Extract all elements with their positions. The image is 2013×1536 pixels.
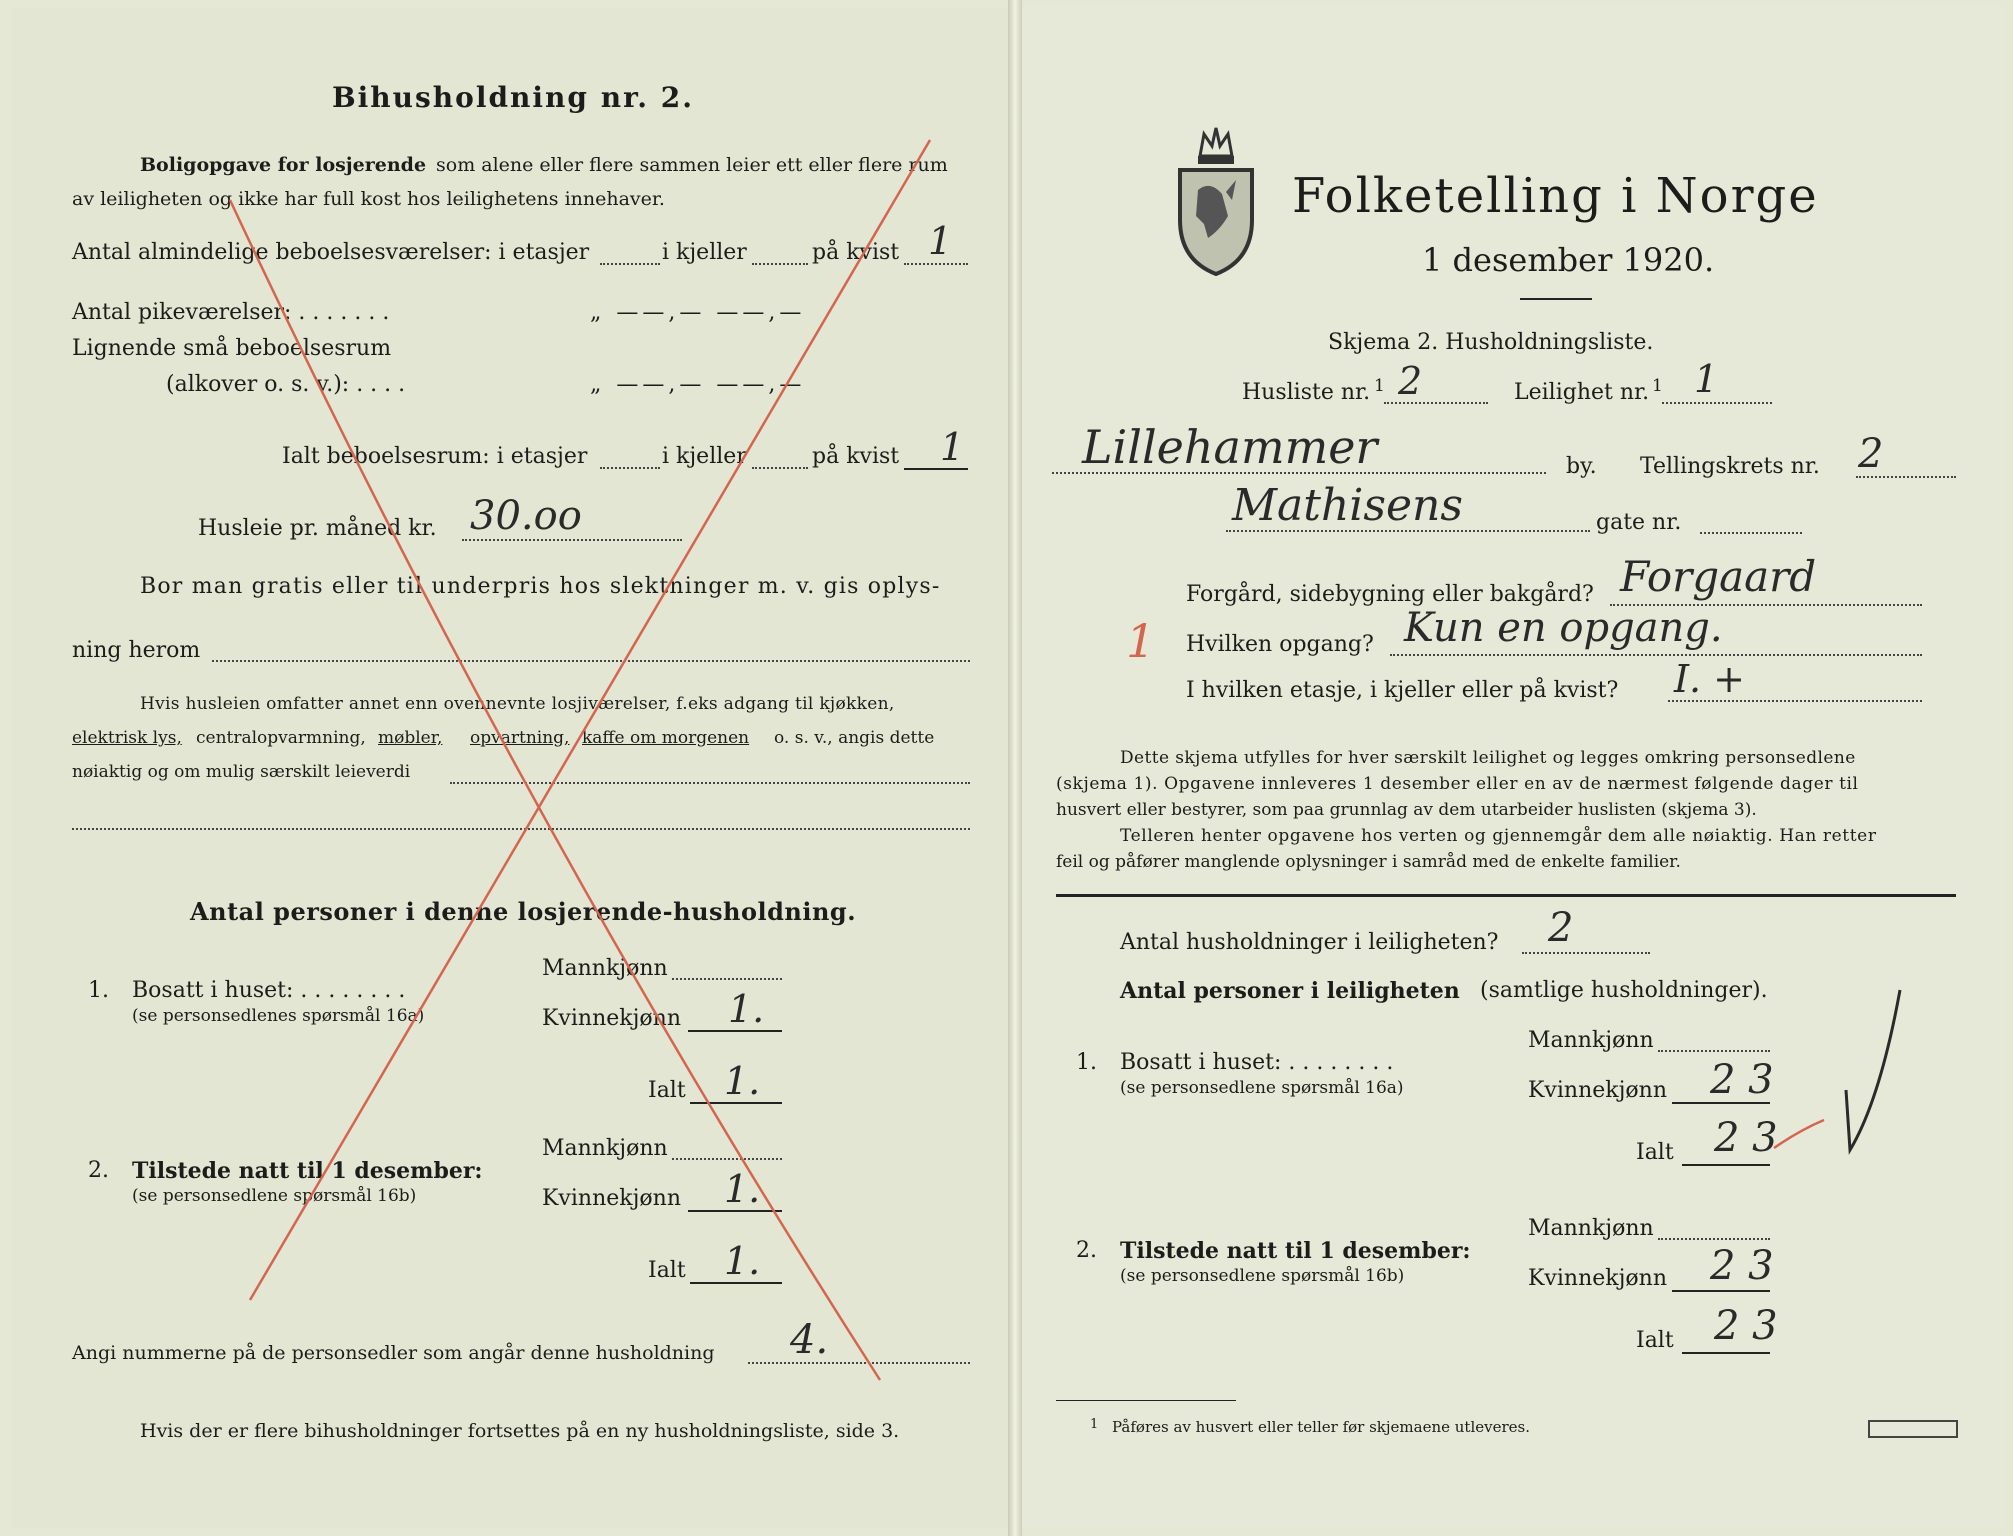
footnote-rule [1056, 1400, 1236, 1401]
husleie-value: 30.oo [470, 493, 582, 539]
etasje-label: I hvilken etasje, i kjeller eller på kvist? [1186, 678, 1619, 703]
right-bosatt-ialt-line [1682, 1164, 1770, 1166]
krets-value: 2 [1858, 431, 1884, 477]
right-tilstede-kvinne-value: 2 3 [1710, 1243, 1774, 1289]
krets-label: Tellingskrets nr. [1640, 454, 1820, 479]
opgang-value: Kun en opgang. [1404, 605, 1723, 651]
ialt-kvist-value: 1 [940, 425, 965, 469]
right-bosatt-kvinne-value: 2 3 [1710, 1057, 1774, 1103]
intro-line2: av leiligheten og ikke har full kost hos leilighetens innehaver. [72, 188, 665, 210]
pike-marks: „ ——,— ——,— [590, 300, 806, 325]
left-tilstede-ialt-value: 1. [724, 1239, 761, 1283]
right-tilstede-label: Tilstede natt til 1 desember: [1120, 1238, 1471, 1264]
right-tilstede-ialt-value: 2 3 [1714, 1303, 1778, 1349]
hvis-kaffe: kaffe om morgenen [582, 728, 750, 748]
ialt-etasjer-line [600, 467, 660, 469]
etasje-value: I. + [1674, 657, 1746, 701]
norwegian-coat-of-arms-icon [1170, 120, 1262, 276]
right-tilstede-ialt-line [1682, 1352, 1770, 1354]
leilighet-sup: 1 [1652, 376, 1663, 396]
bor-line2: ning herom [72, 638, 201, 663]
left-bosatt-num: 1. [88, 978, 109, 1003]
husliste-value: 2 [1398, 359, 1423, 403]
leilighet-label: Leilighet nr. [1514, 380, 1650, 405]
rooms-kvist-line [904, 263, 968, 265]
info-5: feil og påfører manglende oplysninger i samråd med de enkelte familier. [1056, 852, 1681, 872]
angi-line [748, 1362, 970, 1364]
info-divider [1056, 894, 1956, 897]
by-label: by. [1566, 454, 1597, 479]
right-bosatt-mann-line [1658, 1050, 1770, 1052]
ialt-rooms-label: Ialt beboelsesrum: i etasjer [282, 444, 588, 469]
hvis-osv: o. s. v., angis dette [774, 728, 935, 748]
hvis-line3: nøiaktig og om mulig særskilt leieverdi [72, 762, 411, 782]
left-bosatt-kvinne: Kvinnekjønn [542, 1006, 681, 1031]
intro-rest: som alene eller flere sammen leier ett eller flere rum [436, 154, 948, 176]
right-tilstede-kvinne: Kvinnekjønn [1528, 1266, 1667, 1291]
rooms-kvist: på kvist [812, 240, 900, 265]
husleie-label: Husleie pr. måned kr. [198, 516, 437, 541]
hvis-line1: Hvis husleien omfatter annet enn ovennevnte losjiværelser, f.eks adgang til kjøkken, [140, 694, 895, 714]
left-footer: Hvis der er flere bihusholdninger fortsettes på en ny husholdningsliste, side 3. [140, 1420, 900, 1442]
left-persons-heading: Antal personer i denne losjerende-husholdning. [190, 897, 857, 926]
hvis-line-2 [72, 828, 970, 830]
printer-stamp [1868, 1420, 1958, 1438]
leilighet-value: 1 [1694, 357, 1719, 401]
hvis-central: centralopvarmning, [196, 728, 366, 748]
left-tilstede-label: Tilstede natt til 1 desember: [132, 1158, 483, 1184]
street-value: Mathisens [1232, 480, 1463, 531]
angi-value: 4. [790, 1317, 829, 1363]
right-tilstede-num: 2. [1076, 1238, 1097, 1263]
city-value: Lillehammer [1082, 420, 1378, 474]
left-tilstede-mann-line [672, 1158, 782, 1160]
left-title: Bihusholdning nr. 2. [332, 81, 694, 114]
gate-line [1700, 532, 1802, 534]
forgard-value: Forgaard [1620, 552, 1817, 601]
hush-line [1522, 952, 1650, 954]
gate-label: gate nr. [1596, 510, 1682, 535]
right-bosatt-note: (se personsedlene spørsmål 16a) [1120, 1078, 1404, 1098]
info-2: (skjema 1). Opgavene innleveres 1 desember eller en av de nærmest følgende dager til [1056, 774, 1859, 794]
right-tilstede-mann-line [1658, 1238, 1770, 1240]
right-tilstede-kvinne-line [1672, 1290, 1770, 1292]
left-bosatt-label: Bosatt i huset: . . . . . . . . [132, 978, 406, 1003]
info-4: Telleren henter opgavene hos verten og gjennemgår dem alle nøiaktig. Han retter [1120, 826, 1877, 846]
info-1: Dette skjema utfylles for hver særskilt leilighet og legges omkring personsedlene [1120, 748, 1856, 768]
lignende-label-2: (alkover o. s. v.): . . . . [166, 372, 406, 397]
right-persons-heading: Antal personer i leiligheten [1120, 978, 1460, 1004]
forgard-label: Forgård, sidebygning eller bakgård? [1186, 582, 1594, 607]
hush-label: Antal husholdninger i leiligheten? [1120, 930, 1499, 955]
lignende-marks: „ ——,— ——,— [590, 372, 806, 397]
ialt-kjeller: i kjeller [662, 444, 747, 469]
right-date: 1 desember 1920. [1422, 241, 1715, 279]
ialt-kjeller-line [752, 467, 808, 469]
left-tilstede-ialt: Ialt [648, 1258, 686, 1283]
left-tilstede-kvinne: Kvinnekjønn [542, 1186, 681, 1211]
hvis-line [450, 782, 970, 784]
left-bosatt-ialt: Ialt [648, 1078, 686, 1103]
left-tilstede-mann: Mannkjønn [542, 1136, 668, 1161]
left-bosatt-mann: Mannkjønn [542, 956, 668, 981]
title-underline [1520, 298, 1592, 300]
bor-line [212, 660, 970, 662]
bor-line1: Bor man gratis eller til underpris hos slektninger m. v. gis oplys- [140, 574, 941, 599]
right-persons-heading-rest: (samtlige husholdninger). [1480, 978, 1768, 1003]
angi-label: Angi nummerne på de personsedler som angår denne husholdning [72, 1342, 715, 1364]
info-3: husvert eller bestyrer, som paa grunnlag av dem utarbeider huslisten (skjema 3). [1056, 800, 1757, 820]
husliste-label: Husliste nr. [1242, 380, 1371, 405]
right-bosatt-ialt: Ialt [1636, 1140, 1674, 1165]
right-title: Folketelling i Norge [1292, 168, 1819, 224]
rooms-kjeller-line [752, 263, 808, 265]
skjema: Skjema 2. Husholdningsliste. [1328, 330, 1654, 355]
right-bosatt-label: Bosatt i huset: . . . . . . . . [1120, 1050, 1394, 1075]
right-bosatt-num: 1. [1076, 1050, 1097, 1075]
right-tilstede-mann: Mannkjønn [1528, 1216, 1654, 1241]
rooms-etasjer-line [600, 263, 660, 265]
rooms-label: Antal almindelige beboelsesværelser: i etasjer [72, 240, 590, 265]
left-bosatt-mann-line [672, 978, 782, 980]
husleie-line [462, 539, 682, 541]
right-tilstede-note: (se personsedlene spørsmål 16b) [1120, 1266, 1405, 1286]
hush-value: 2 [1548, 905, 1574, 951]
hvis-elektrisk: elektrisk lys, [72, 728, 182, 748]
rooms-kjeller: i kjeller [662, 240, 747, 265]
right-bosatt-mann: Mannkjønn [1528, 1028, 1654, 1053]
page-fold [1008, 0, 1022, 1536]
opgang-line [1390, 654, 1922, 656]
hvis-opvartning: opvartning, [470, 728, 570, 748]
lignende-label: Lignende små beboelsesrum [72, 336, 392, 361]
footnote-text: Påføres av husvert eller teller før skjemaene utleveres. [1112, 1418, 1530, 1436]
husliste-sup: 1 [1374, 376, 1385, 396]
right-tilstede-ialt: Ialt [1636, 1328, 1674, 1353]
rooms-kvist-value: 1 [928, 219, 953, 263]
margin-mark: 1 [1126, 614, 1156, 668]
left-tilstede-kvinne-value: 1. [724, 1167, 761, 1211]
intro-bold: Boligopgave for losjerende [140, 154, 427, 176]
ialt-kvist: på kvist [812, 444, 900, 469]
leilighet-line [1662, 402, 1772, 404]
pike-label: Antal pikeværelser: . . . . . . . [72, 300, 390, 325]
left-tilstede-num: 2. [88, 1158, 109, 1183]
hvis-mobler: møbler, [378, 728, 443, 748]
left-bosatt-note: (se personsedlenes spørsmål 16a) [132, 1006, 425, 1026]
left-bosatt-kvinne-value: 1. [728, 987, 765, 1031]
right-bosatt-kvinne: Kvinnekjønn [1528, 1078, 1667, 1103]
footnote-num: 1 [1090, 1417, 1099, 1432]
opgang-label: Hvilken opgang? [1186, 632, 1374, 657]
left-tilstede-note: (se personsedlene spørsmål 16b) [132, 1186, 417, 1206]
right-bosatt-ialt-value: 2 3 [1714, 1115, 1778, 1161]
left-bosatt-ialt-value: 1. [724, 1059, 761, 1103]
